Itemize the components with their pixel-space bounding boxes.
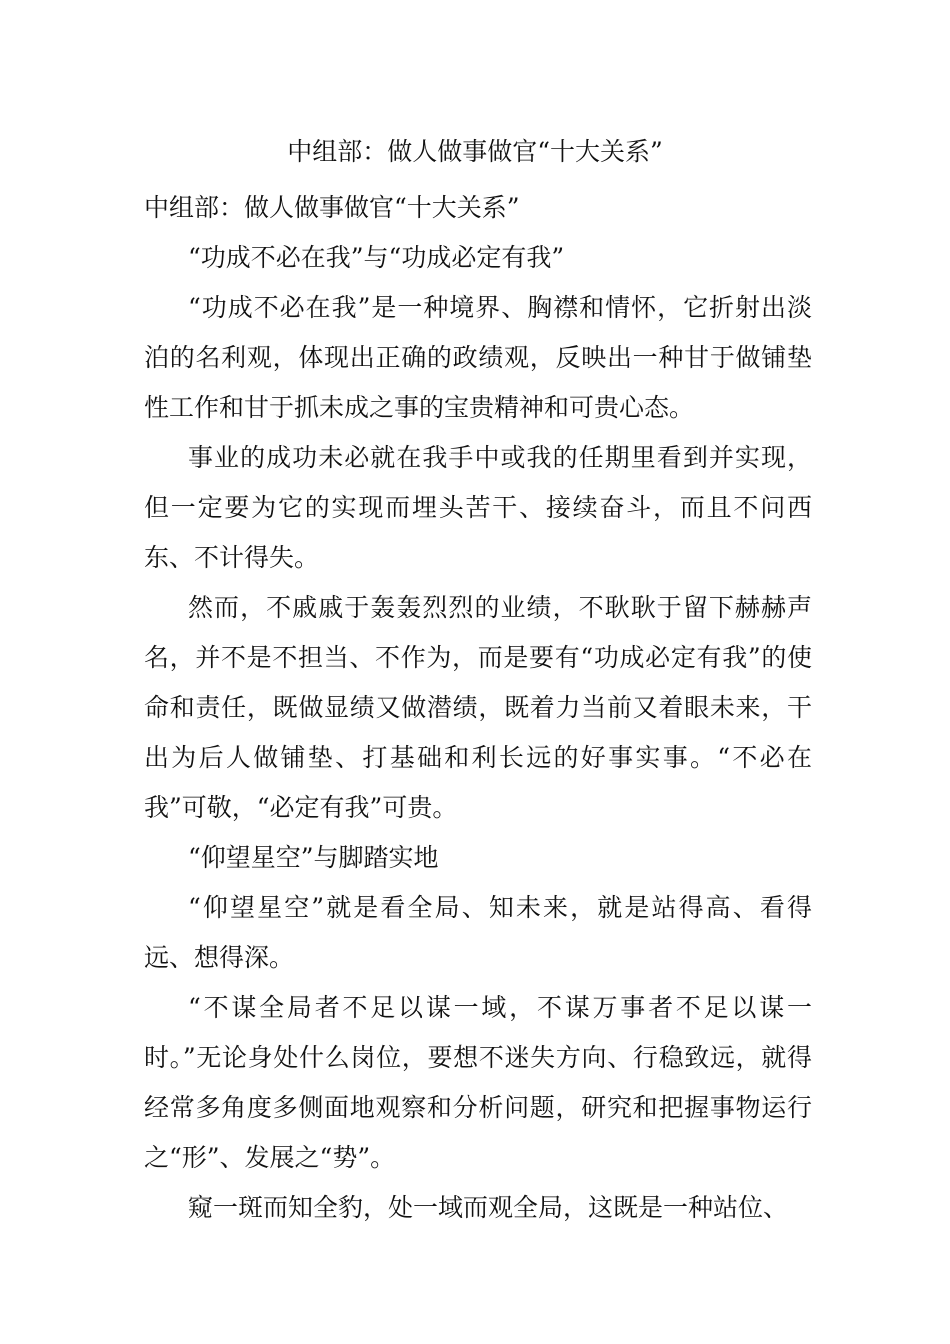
document-body bbox=[144, 183, 812, 1233]
paragraph-6: 窥一斑而知全豹，处一域而观全局，这既是一种站位、 bbox=[188, 1193, 789, 1222]
paragraph-1: “功成不必在我”是一种境界、胸襟和情怀，它折射出淡泊的名利观，体现出正确的政绩观，反映出一种甘于做铺垫性工作和甘于抓未成之事的宝贵精神和可贵心态。 bbox=[144, 293, 812, 422]
section-heading-1: “功成不必在我”与“功成必定有我” bbox=[188, 243, 565, 272]
paragraph-4: “仰望星空”就是看全局、知未来，就是站得高、看得远、想得深。 bbox=[144, 893, 812, 972]
paragraph-repeated-title: 中组部：做人做事做官“十大关系” bbox=[144, 193, 520, 222]
section-heading-2: “仰望星空”与脚踏实地 bbox=[188, 843, 439, 872]
document-title: 中组部：做人做事做官“十大关系” bbox=[287, 137, 663, 166]
paragraph-3: 然而，不戚戚于轰轰烈烈的业绩，不耿耿于留下赫赫声名，并不是不担当、不作为，而是要有“功成必定有我”的使命和责任，既做显绩又做潜绩，既着力当前又着眼未来，干出为后人做铺垫、打基础和利长远的好事实事。“不必在我”可敬，“必定有我”可贵。 bbox=[144, 593, 812, 822]
paragraph-5: “不谋全局者不足以谋一域，不谋万事者不足以谋一时。”无论身处什么岗位，要想不迷失方向、行稳致远，就得经常多角度多侧面地观察和分析问题，研究和把握事物运行之“形”、发展之“势”。 bbox=[144, 993, 812, 1172]
paragraph-2: 事业的成功未必就在我手中或我的任期里看到并实现，但一定要为它的实现而埋头苦干、接续奋斗，而且不问西东、不计得失。 bbox=[144, 443, 812, 572]
